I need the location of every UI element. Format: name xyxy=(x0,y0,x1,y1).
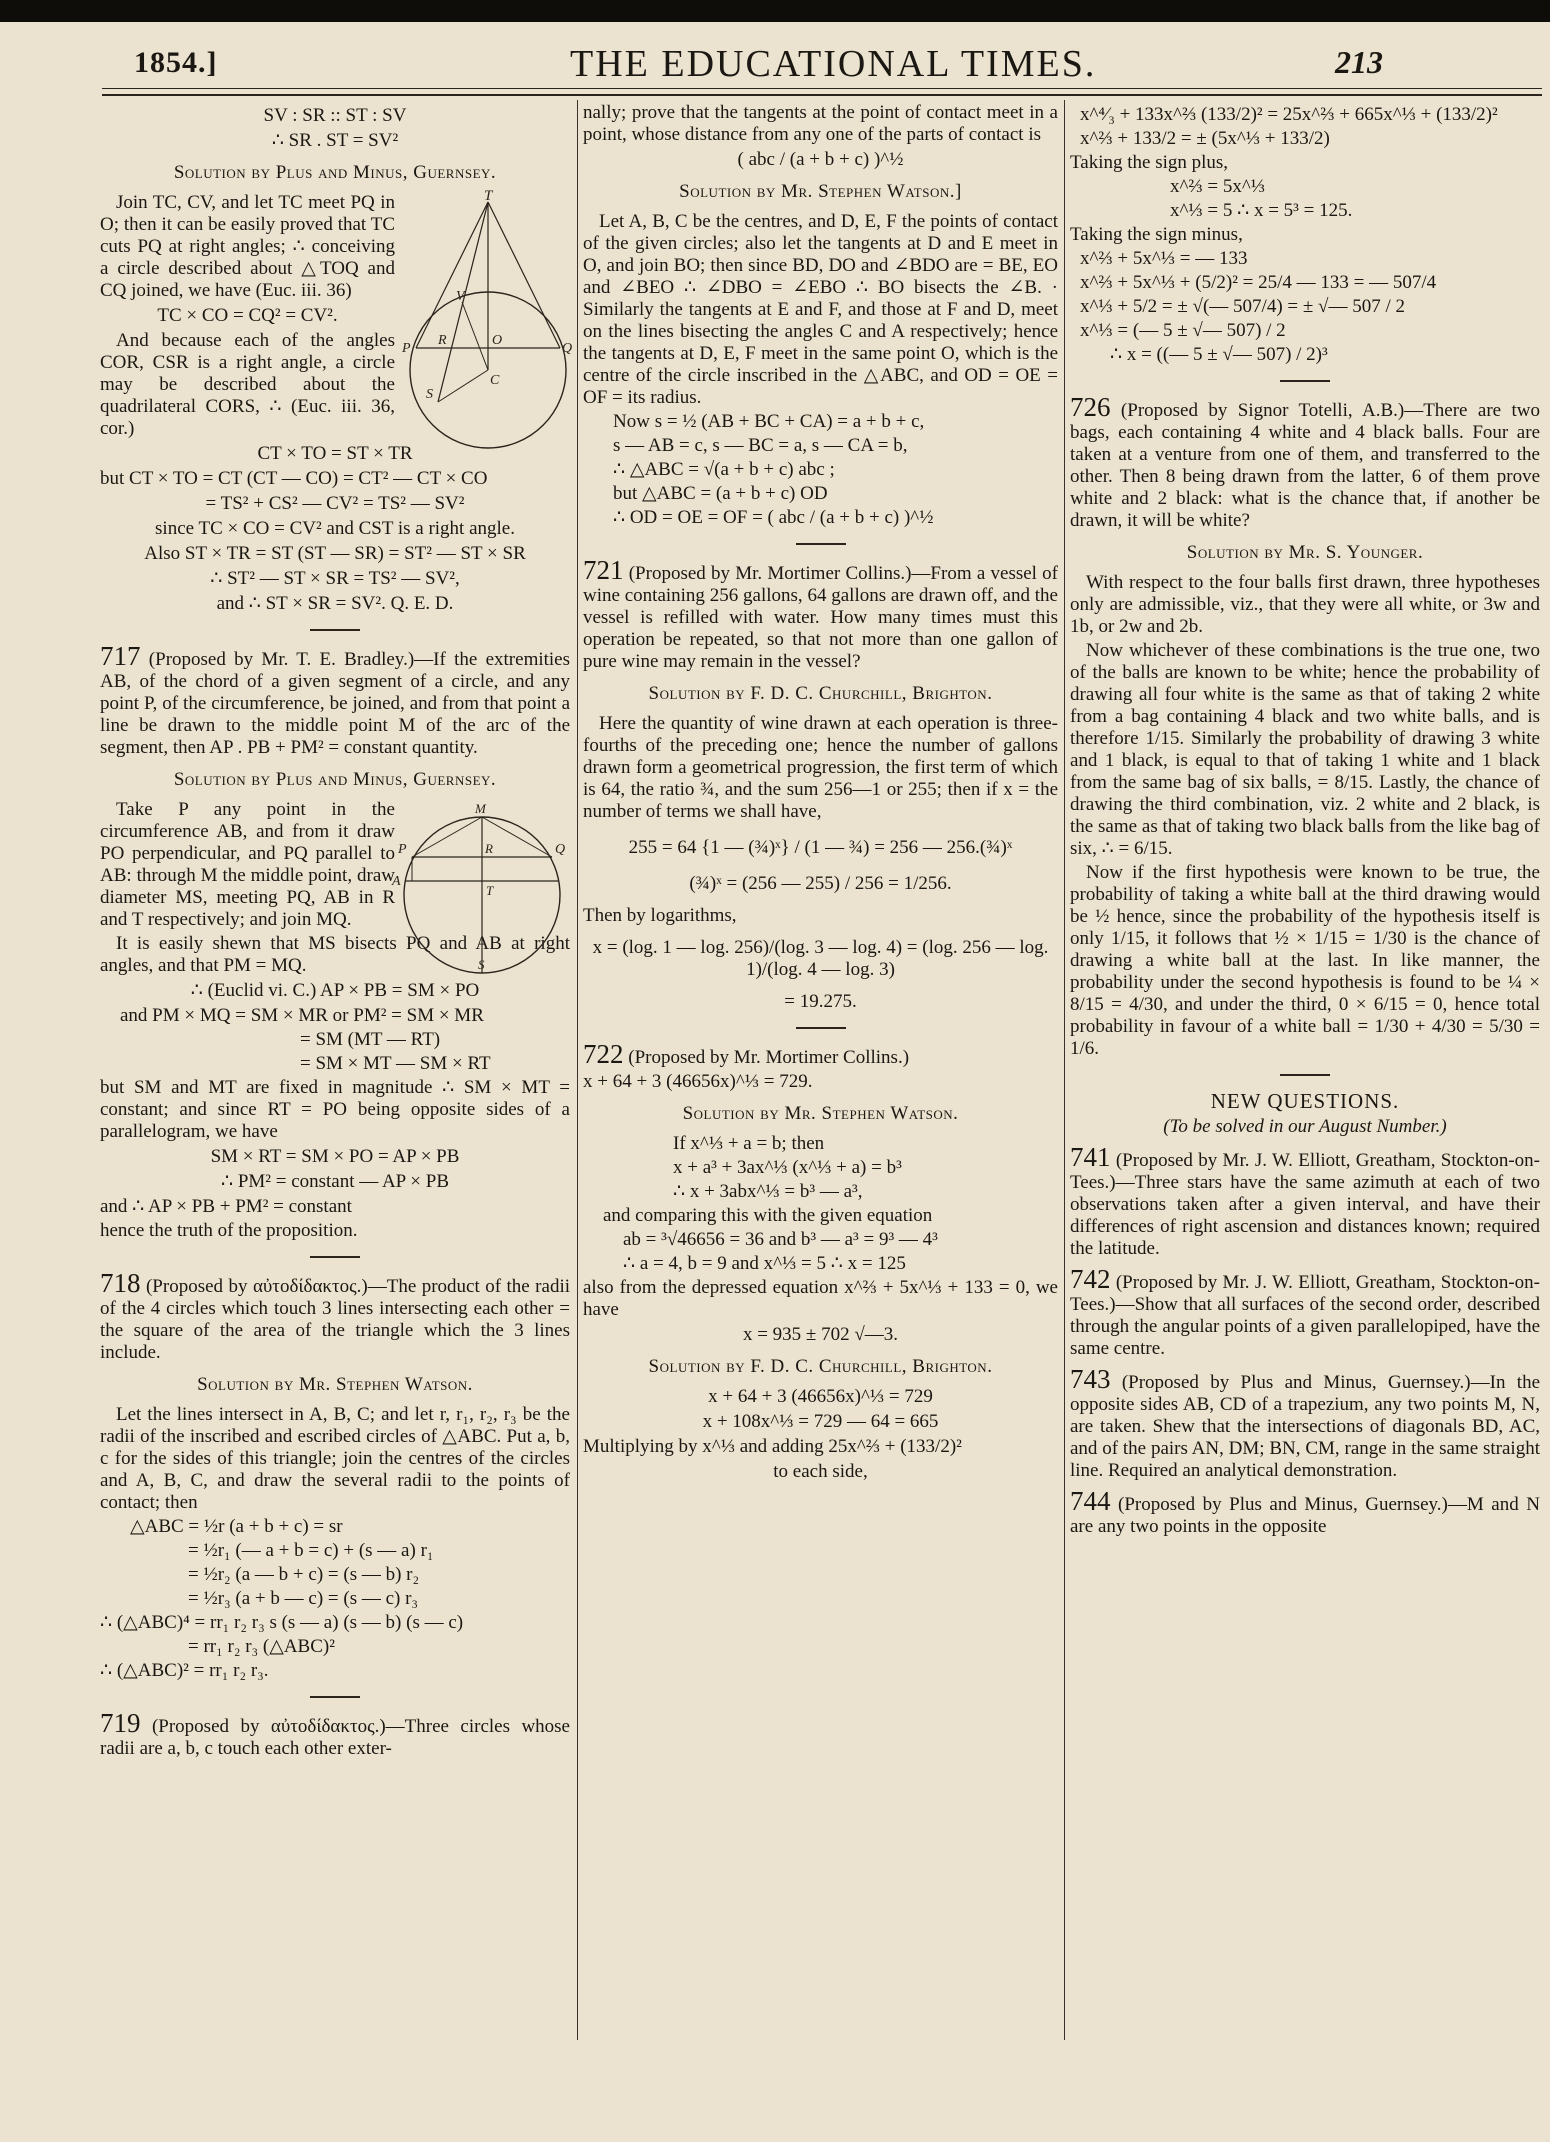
equation: Also ST × TR = ST (ST — SR) = ST² — ST × SR xyxy=(144,543,526,564)
figure-label: P xyxy=(398,842,407,857)
paragraph: Taking the sign plus, xyxy=(1070,152,1229,173)
paragraph: It is easily shewn that MS bisects PQ and AB at right angles, and that PM = MQ. xyxy=(100,933,570,976)
question-text: (Proposed by Plus and Minus, Guernsey.)—In the opposite sides AB, CD of a trapezium, any two points M, N, are taken. Shew that the intersections of diagonals BD, AC, and of the pairs AN, DM; BN, CM, range in the same straight line. Required an analytical demonstration. xyxy=(1070,1372,1540,1481)
figure-label: T xyxy=(486,883,494,898)
question-number: 741 xyxy=(1070,1142,1111,1172)
newspaper-page xyxy=(0,22,1550,2142)
solution-heading: Solution by Mr. Stephen Watson. xyxy=(197,1374,473,1395)
paragraph: Multiplying by x^⅓ and adding 25x^⅔ + (133/2)² xyxy=(583,1436,962,1457)
equation: ∴ x + 3abx^⅓ = b³ — a³, xyxy=(673,1181,863,1202)
paragraph: With respect to the four balls first drawn, three hypotheses only are admissible, viz., that they were all white, or 3w and 1b, or 2w and 2b. xyxy=(1070,572,1540,637)
figure-label: C xyxy=(490,373,500,388)
figure-label: Q xyxy=(562,341,573,356)
equation: SM × RT = SM × PO = AP × PB xyxy=(210,1146,460,1167)
solution-heading: Solution by F. D. C. Churchill, Brighton. xyxy=(648,1356,993,1377)
solution-heading: Solution by F. D. C. Churchill, Brighton. xyxy=(648,683,993,704)
question-text: (Proposed by Mr. Mortimer Collins.)—From a vessel of wine containing 256 gallons, 64 gallons are drawn off, and the vessel is refilled with water. How many times must this operation be repeated, so that not more than one gallon of pure wine may remain in the vessel? xyxy=(583,563,1058,672)
header-year: 1854.] xyxy=(134,46,218,79)
question-number: 726 xyxy=(1070,392,1111,422)
question-text: (Proposed by Mr. T. E. Bradley.)—If the extremities AB, of the chord of a given segment of a circle, and any point P, of the circumference, be joined, and from that point a line be drawn to the middle point M of the arc of the segment, then AP . PB + PM² = constant quantity. xyxy=(100,649,571,758)
paragraph: Then by logarithms, xyxy=(583,905,737,926)
question-744 xyxy=(1070,1486,1540,1538)
question-number: 719 xyxy=(100,1708,141,1738)
paragraph: also from the depressed equation x^⅔ + 5x^⅓ + 133 = 0, we have xyxy=(583,1277,1058,1320)
column-1 xyxy=(100,102,573,2122)
equation: since TC × CO = CV² and CST is a right angle. xyxy=(155,518,515,539)
section-separator xyxy=(796,543,846,545)
geometry-figure-1 xyxy=(400,188,573,462)
paragraph: Let A, B, C be the centres, and D, E, F the points of contact of the given circles; also let the tangents at D and E meet in O, and join BO; then since BD, DO and ∠BDO are = BE, EO and ∠BEO ∴ ∠DBO = ∠EBO ∴ BO bisects the ∠B. · Similarly the tangents at E and F, and those at F and D, meet on the lines bisecting the angles C and A respectively; hence the tangents at D, E, F meet in the same point O, which is the centre of the circle inscribed in the △ABC, and OD = OE = OF = its radius. xyxy=(583,211,1058,408)
equation: x^⁴⁄₃ + 133x^⅔ (133/2)² = 25x^⅔ + 665x^⅓ + (133/2)² xyxy=(1080,104,1498,125)
question-number: 743 xyxy=(1070,1364,1111,1394)
equation: ∴ SR . ST = SV² xyxy=(271,130,399,151)
figure-label: R xyxy=(485,841,493,856)
paragraph: hence the truth of the proposition. xyxy=(100,1220,358,1241)
question-726 xyxy=(1070,392,1541,532)
section-separator xyxy=(796,1027,846,1029)
question-text: (Proposed by Mr. J. W. Elliott, Greatham, Stockton-on-Tees.)—Show that all surfaces of the second order, described through the angular points of a given parallelopiped, have the same centre. xyxy=(1070,1272,1541,1359)
equation: ∴ (△ABC)² = rr₁ r₂ r₃. xyxy=(100,1660,269,1681)
equation: = 19.275. xyxy=(784,991,857,1012)
figure-label: O xyxy=(492,333,503,348)
question-741 xyxy=(1070,1142,1541,1260)
question-721 xyxy=(583,555,1058,673)
question-text: (Proposed by Signor Totelli, A.B.)—There are two bags, each containing 4 white and 4 black balls. Four are taken at a venture from one of them, and transferred to the other. Then 8 being drawn from the latter, 6 of them prove white and 2 black: what is the chance that, if another be drawn, it will be white? xyxy=(1070,400,1541,531)
question-text: (Proposed by αὐτοδίδακτος.)—The product of the radii of the 4 circles which touch 3 lines intersecting each other = the square of the area of the triangle which the 3 lines include. xyxy=(100,1276,571,1363)
equation: ∴ (△ABC)⁴ = rr₁ r₂ r₃ s (s — a) (s — b) (s — c) xyxy=(100,1612,464,1633)
equation: x^⅔ + 5x^⅓ + (5/2)² = 25/4 — 133 = — 507/4 xyxy=(1080,272,1437,293)
equation: x = (log. 1 — log. 256)/(log. 3 — log. 4) = (log. 256 — log. 1)/(log. 4 — log. 3) xyxy=(592,937,1049,980)
paragraph: Join TC, CV, and let TC meet PQ in O; then it can be easily proved that TC cuts PQ at right angles; ∴ conceiving a circle described about △TOQ and CQ joined, we have (Euc. iii. 36) xyxy=(100,192,395,301)
equation: ∴ OD = OE = OF = ( abc / (a + b + c) )^½ xyxy=(613,507,934,528)
paragraph: Taking the sign minus, xyxy=(1070,224,1243,245)
section-separator xyxy=(310,1256,360,1258)
figure-label: P xyxy=(402,341,411,356)
paragraph: Take P any point in the circumference AB, and from it draw PO perpendicular, and PQ parallel to AB: through M the middle point, draw diameter MS, meeting PQ, AB in R and T respectively; and join MQ. xyxy=(100,799,395,930)
question-number: 721 xyxy=(583,555,624,585)
equation: ∴ △ABC = √(a + b + c) abc ; xyxy=(613,459,835,480)
paragraph: Now if the first hypothesis were known to be true, the probability of taking a white ball at the third drawing would be ½ hence, since the probability of the hypothesis itself is only 1/15, it follows that ½ × 1/15 = 1/30 is the chance of drawing a white ball at the last. In like manner, the probability under the second hypothesis is found to be ¼ × 8/15 = 4/30, and under the third, 0 × 6/15 = 0, hence total probability in favour of a white ball = 1/30 + 4/30 = 5/30 = 1/6. xyxy=(1070,862,1540,1059)
equation: but △ABC = (a + b + c) OD xyxy=(613,483,828,504)
question-718 xyxy=(100,1268,571,1364)
question-text: (Proposed by αὐτοδίδακτος.)—Three circles whose radii are a, b, c touch each other exter- xyxy=(100,1716,570,1759)
equation: ∴ (Euclid vi. C.) AP × PB = SM × PO xyxy=(190,980,480,1001)
section-separator xyxy=(1280,1074,1330,1076)
equation: x + 64 + 3 (46656x)^⅓ = 729 xyxy=(708,1386,933,1407)
figure-label: T xyxy=(484,188,493,204)
paragraph: to each side, xyxy=(773,1461,868,1482)
equation: ∴ a = 4, b = 9 and x^⅓ = 5 ∴ x = 125 xyxy=(623,1253,906,1274)
equation: △ABC = ½r (a + b + c) = sr xyxy=(130,1516,343,1537)
paragraph: nally; prove that the tangents at the point of contact meet in a point, whose distance from any one of the parts of contact is xyxy=(583,102,1058,145)
equation: = ½r₃ (a + b — c) = (s — c) r₃ xyxy=(188,1588,419,1609)
geometry-figure-2 xyxy=(390,799,570,979)
equation: ab = ³√46656 = 36 and b³ — a³ = 9³ — 4³ xyxy=(623,1229,938,1250)
paragraph: and comparing this with the given equation xyxy=(603,1205,933,1226)
column-divider xyxy=(1064,100,1065,2040)
figure-label: A xyxy=(392,874,401,889)
column-divider xyxy=(577,100,578,2040)
equation: x^⅓ = (— 5 ± √— 507) / 2 xyxy=(1080,320,1286,341)
question-number: 718 xyxy=(100,1268,141,1298)
header-title: THE EDUCATIONAL TIMES. xyxy=(570,43,1097,85)
equation: x^⅓ + 5/2 = ± √(— 507/4) = ± √— 507 / 2 xyxy=(1080,296,1406,317)
figure-label: Q xyxy=(555,842,566,857)
question-717 xyxy=(100,641,571,759)
page-header xyxy=(0,22,1550,92)
equation: ∴ x = ((— 5 ± √— 507) / 2)³ xyxy=(1110,344,1328,365)
question-number: 717 xyxy=(100,641,141,671)
page-number: 213 xyxy=(1335,44,1383,80)
equation: x + 108x^⅓ = 729 — 64 = 665 xyxy=(702,1411,939,1432)
equation: and PM × MQ = SM × MR or PM² = SM × MR xyxy=(120,1005,484,1026)
equation: (¾)ˣ = (256 — 255) / 256 = 1/256. xyxy=(689,873,952,894)
header-rule xyxy=(102,88,1542,96)
figure-label: V xyxy=(456,289,465,304)
question-742 xyxy=(1070,1264,1541,1360)
equation: = TS² + CS² — CV² = TS² — SV² xyxy=(205,493,465,514)
equation: Now s = ½ (AB + BC + CA) = a + b + c, xyxy=(613,411,925,432)
equation: = SM × MT — SM × RT xyxy=(300,1053,491,1074)
equation: x^⅔ + 133/2 = ± (5x^⅓ + 133/2) xyxy=(1080,128,1330,149)
figure-label: M xyxy=(475,801,486,816)
paragraph: And because each of the angles COR, CSR is a right angle, a circle may be described about the quadrilateral CORS, ∴ (Euc. iii. 36, cor.) xyxy=(100,330,395,439)
equation: = ½r₁ (— a + b = c) + (s — a) r₁ xyxy=(188,1540,434,1561)
paragraph: Let the lines intersect in A, B, C; and let r, r₁, r₂, r₃ be the radii of the inscribed and escribed circles of △ABC. Put a, b, c for the sides of this triangle; join the centres of the circles and A, B, C, and draw the several radii to the points of contact; then xyxy=(100,1404,570,1513)
equation: ∴ PM² = constant — AP × PB xyxy=(220,1171,450,1192)
figure-block-1 xyxy=(100,188,573,440)
question-number: 722 xyxy=(583,1039,624,1069)
solution-heading: Solution by Mr. Stephen Watson.] xyxy=(679,181,962,202)
section-separator xyxy=(1280,380,1330,382)
section-subheading: (To be solved in our August Number.) xyxy=(1163,1116,1447,1137)
paragraph: Here the quantity of wine drawn at each operation is three-fourths of the preceding one; hence the number of gallons drawn form a geometrical progression, the first term of which is 64, the ratio ¾, and the sum 256—1 or 255; then if x = the number of terms we shall have, xyxy=(583,713,1058,822)
equation: 255 = 64 {1 — (¾)ˣ} / (1 — ¾) = 256 — 256.(¾)ˣ xyxy=(628,837,1013,858)
paragraph: but SM and MT are fixed in magnitude ∴ SM × MT = constant; and since RT = PO being opposite sides of a parallelogram, we have xyxy=(100,1077,570,1142)
equation: SV : SR :: ST : SV xyxy=(263,105,407,126)
section-separator xyxy=(310,629,360,631)
equation: and ∴ ST × SR = SV². Q. E. D. xyxy=(216,593,454,614)
solution-heading: Solution by Mr. S. Younger. xyxy=(1186,542,1424,563)
solution-heading: Solution by Plus and Minus, Guernsey. xyxy=(173,769,497,790)
equation: = SM (MT — RT) xyxy=(300,1029,441,1050)
equation: x + 64 + 3 (46656x)^⅓ = 729. xyxy=(583,1071,813,1092)
figure-label: R xyxy=(438,333,447,348)
equation: = rr₁ r₂ r₃ (△ABC)² xyxy=(188,1636,335,1657)
equation: = ½r₂ (a — b + c) = (s — b) r₂ xyxy=(188,1564,420,1585)
equation: x^⅔ = 5x^⅓ xyxy=(1170,176,1266,197)
question-text: (Proposed by Plus and Minus, Guernsey.)—M and N are any two points in the opposite xyxy=(1070,1494,1540,1537)
solution-heading: Solution by Mr. Stephen Watson. xyxy=(682,1103,959,1124)
equation: x + a³ + 3ax^⅓ (x^⅓ + a) = b³ xyxy=(673,1157,902,1178)
equation: and ∴ AP × PB + PM² = constant xyxy=(100,1196,352,1217)
equation: ∴ ST² — ST × SR = TS² — SV², xyxy=(210,568,460,589)
question-719 xyxy=(100,1708,570,1760)
figure-label: S xyxy=(478,957,485,972)
equation: x^⅔ + 5x^⅓ = — 133 xyxy=(1080,248,1248,269)
equation: ( abc / (a + b + c) )^½ xyxy=(737,149,904,170)
question-743 xyxy=(1070,1364,1540,1482)
question-text: (Proposed by Mr. J. W. Elliott, Greatham, Stockton-on-Tees.)—Three stars have the same azimuth at each of two observations taken after a given interval, and have their differences of right ascension and distances known; required the latitude. xyxy=(1070,1150,1541,1259)
equation: If x^⅓ + a = b; then xyxy=(673,1133,825,1154)
equation: CT × TO = ST × TR xyxy=(257,443,413,464)
paragraph: Now whichever of these combinations is the true one, two of the balls are known to be white; hence the probability of drawing all four white is the same as that of taking 2 white from a bag containing 4 black and two white balls, and is therefore 1/15. Similarly the probability of drawing 3 white and 1 black, is equal to that of taking 1 white and 1 black from the same bag of six balls, = 8/15. Lastly, the chance of drawing the third combination, viz. 2 white and 2 black, is the same as that of taking two black balls from the like bag of six, ∴ = 6/15. xyxy=(1070,640,1540,859)
question-number: 744 xyxy=(1070,1486,1111,1516)
section-heading: NEW QUESTIONS. xyxy=(1210,1089,1400,1113)
figure-label: S xyxy=(426,387,433,402)
section-separator xyxy=(310,1696,360,1698)
question-722 xyxy=(583,1039,1058,1069)
equation: x^⅓ = 5 ∴ x = 5³ = 125. xyxy=(1170,200,1353,221)
question-text: (Proposed by Mr. Mortimer Collins.) xyxy=(628,1047,910,1068)
question-number: 742 xyxy=(1070,1264,1111,1294)
equation: TC × CO = CQ² = CV². xyxy=(157,305,338,326)
equation: s — AB = c, s — BC = a, s — CA = b, xyxy=(613,435,908,456)
column-3 xyxy=(1070,102,1540,2122)
equation: x = 935 ± 702 √—3. xyxy=(742,1324,899,1345)
solution-heading: Solution by Plus and Minus, Guernsey. xyxy=(173,162,497,183)
column-2 xyxy=(583,102,1058,2122)
equation: but CT × TO = CT (CT — CO) = CT² — CT × CO xyxy=(100,468,488,489)
